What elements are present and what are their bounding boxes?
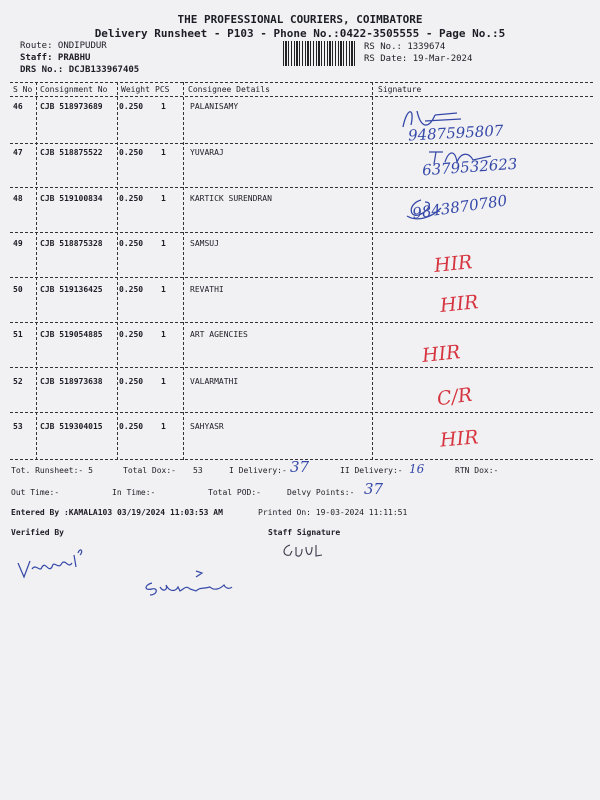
row-divider	[10, 412, 593, 413]
handwritten-status: HIR	[438, 291, 480, 317]
header-bottom-rule	[10, 96, 593, 97]
row-consignment: CJB 518973638	[40, 377, 103, 386]
handwritten-phone: 6379532623	[421, 154, 518, 180]
row-divider	[10, 187, 593, 188]
handwritten-status: HIR	[439, 426, 480, 452]
staff-signature-label: Staff Signature	[268, 528, 341, 537]
handwritten-status: C/R	[435, 383, 474, 411]
row-pcs: 1	[161, 148, 166, 157]
row-sno: 46	[13, 102, 23, 111]
handwritten-status: HIR	[432, 251, 474, 277]
verifier-signature	[14, 533, 90, 581]
row-consignment: CJB 518875522	[40, 148, 103, 157]
col-header-sno: S No	[13, 85, 33, 94]
rs-number: RS No.: 1339674	[364, 42, 446, 52]
company-title: THE PROFESSIONAL COURIERS, COIMBATORE	[177, 13, 423, 26]
runsheet-subtitle: Delivery Runsheet - P103 - Phone No.:0422-3505555 - Page No.:5	[94, 27, 506, 40]
row-weight: 0.250	[119, 194, 144, 203]
row-consignment: CJB 519100834	[40, 194, 103, 203]
drs-number: DRS No.: DCJB133967405	[20, 65, 140, 75]
row-pcs: 1	[161, 422, 166, 431]
row-consignee: KARTICK SURENDRAN	[190, 194, 272, 203]
column-rule	[117, 82, 118, 460]
ii-delivery-label: II Delivery:-	[340, 466, 403, 475]
row-sno: 51	[13, 330, 23, 339]
col-header-consignment: Consignment No	[40, 85, 108, 94]
handwritten-status: HIR	[420, 341, 462, 367]
delvy-points-value: 37	[364, 480, 384, 498]
handwritten-phone: 9487595807	[407, 121, 504, 145]
total-dox-value: 53	[193, 466, 203, 475]
route-label: Route: ONDIPUDUR	[20, 41, 107, 51]
row-sno: 52	[13, 377, 23, 386]
row-consignment: CJB 519054885	[40, 330, 103, 339]
row-weight: 0.250	[119, 239, 144, 248]
i-delivery-label: I Delivery:-	[229, 466, 287, 475]
row-consignment: CJB 519136425	[40, 285, 103, 294]
row-pcs: 1	[161, 330, 166, 339]
row-pcs: 1	[161, 194, 166, 203]
entered-by: Entered By :KAMALA103 03/19/2024 11:03:53 AM	[11, 508, 223, 517]
handwritten-phone: 9843870780	[411, 191, 509, 223]
row-divider	[10, 322, 593, 323]
col-header-signature: Signature	[378, 85, 422, 94]
row-consignee: ART AGENCIES	[190, 330, 248, 339]
out-time-label: Out Time:-	[11, 488, 60, 497]
col-header-pcs: PCS	[155, 85, 170, 94]
row-consignee: PALANISAMY	[190, 102, 239, 111]
row-consignee: YUVARAJ	[190, 148, 224, 157]
row-consignment: CJB 518875328	[40, 239, 103, 248]
ii-delivery-value: 16	[409, 462, 425, 476]
row-weight: 0.250	[119, 422, 144, 431]
row-divider	[10, 232, 593, 233]
total-dox-label: Total Dox:-	[123, 466, 176, 475]
column-rule	[372, 82, 373, 460]
row-weight: 0.250	[119, 330, 144, 339]
rs-date: RS Date: 19-Mar-2024	[364, 54, 473, 64]
row-pcs: 1	[161, 377, 166, 386]
column-rule	[36, 82, 37, 460]
staff-signature	[280, 541, 330, 561]
row-weight: 0.250	[119, 377, 144, 386]
row-weight: 0.250	[119, 285, 144, 294]
total-pod-label: Total POD:-	[208, 488, 261, 497]
staff-signature	[140, 567, 240, 599]
row-divider	[10, 277, 593, 278]
col-header-consignee: Consignee Details	[188, 85, 270, 94]
row-pcs: 1	[161, 102, 166, 111]
verified-by-label: Verified By	[11, 528, 64, 537]
row-weight: 0.250	[119, 102, 144, 111]
rtn-dox-label: RTN Dox:-	[455, 466, 499, 475]
row-divider	[10, 367, 593, 368]
row-divider	[10, 143, 593, 144]
row-sno: 53	[13, 422, 23, 431]
col-header-weight: Weight	[121, 85, 150, 94]
row-consignment: CJB 518973689	[40, 102, 103, 111]
row-sno: 47	[13, 148, 23, 157]
delvy-points-label: Delvy Points:-	[287, 488, 355, 497]
row-consignment: CJB 519304015	[40, 422, 103, 431]
in-time-label: In Time:-	[112, 488, 156, 497]
tot-runsheet: Tot. Runsheet:- 5	[11, 466, 93, 475]
row-sno: 50	[13, 285, 23, 294]
row-pcs: 1	[161, 239, 166, 248]
row-sno: 48	[13, 194, 23, 203]
row-consignee: SAMSUJ	[190, 239, 219, 248]
row-sno: 49	[13, 239, 23, 248]
printed-on: Printed On: 19-03-2024 11:11:51	[258, 508, 408, 517]
table-top-rule	[10, 82, 593, 83]
row-consignee: REVATHI	[190, 285, 224, 294]
column-rule	[183, 82, 184, 460]
i-delivery-value: 37	[290, 458, 310, 476]
row-consignee: SAHYASR	[190, 422, 224, 431]
row-pcs: 1	[161, 285, 166, 294]
row-consignee: VALARMATHI	[190, 377, 239, 386]
barcode-image	[283, 41, 355, 66]
row-weight: 0.250	[119, 148, 144, 157]
staff-label: Staff: PRABHU	[20, 53, 91, 63]
